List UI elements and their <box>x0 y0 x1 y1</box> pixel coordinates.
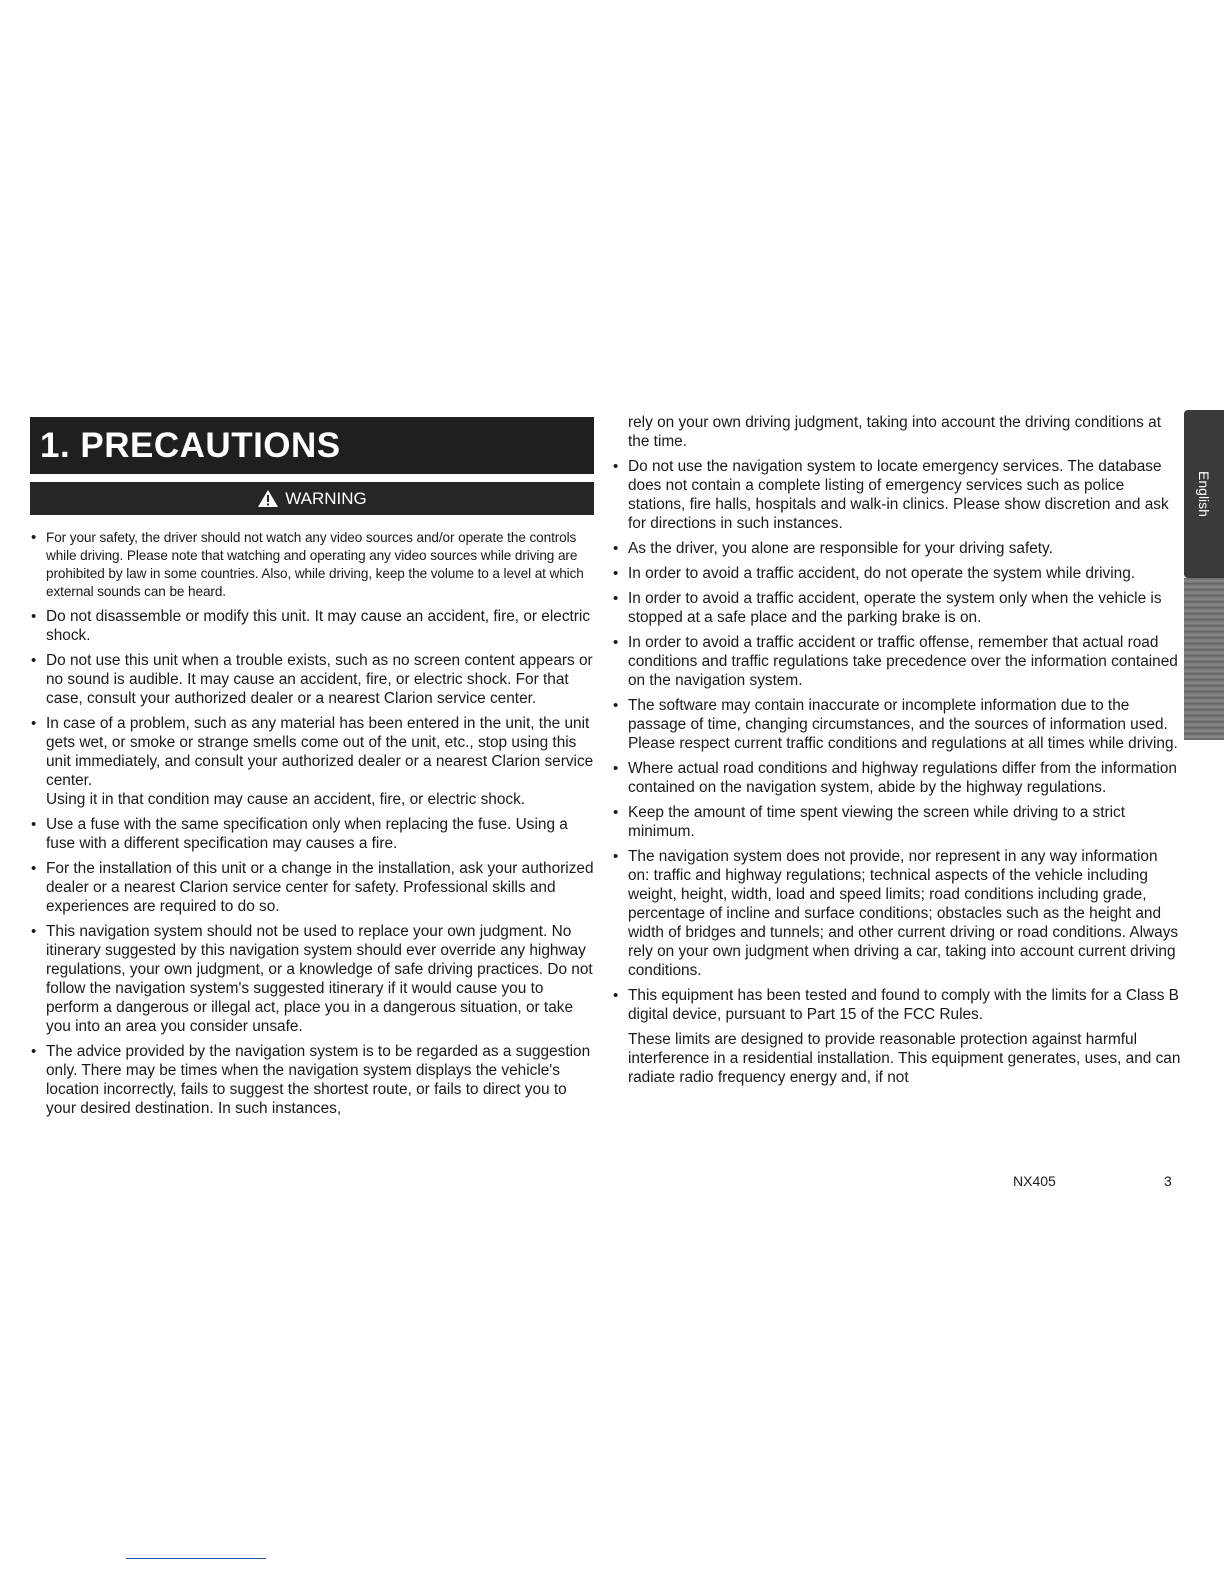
list-item: • In order to avoid a traffic accident, operate the system only when the vehicle is stopped at a safe place and the parking brake is on. <box>613 590 1162 626</box>
continuation-text: rely on your own driving judgment, taking into account the driving conditions at the time. <box>628 414 1161 450</box>
list-item: • Do not use the navigation system to locate emergency services. The database does not contain a complete listing of emergency services such as police stations, fire halls, hospitals and walk-in clinics. Please show discretion and ask for directions in such instances. <box>613 458 1169 532</box>
bullet-icon: • <box>31 923 37 940</box>
list-item: • The advice provided by the navigation system is to be regarded as a suggestion only. There may be times when the navigation system displays the vehicle's location incorrectly, fails to suggest the shortest route, or fails to direct you to your desired destination. In such instances, <box>31 1043 591 1117</box>
list-item: • Do not use this unit when a trouble exists, such as no screen content appears or no sound is audible. It may cause an accident, fire, or electric shock. For that case, consult your authorized dealer or a nearest Clarion service center. <box>31 652 593 707</box>
bullet-icon: • <box>31 715 37 732</box>
list-item: • For the installation of this unit or a change in the installation, ask your authorized dealer or a nearest Clarion service center for safety. Professional skills and experiences are required to do so. <box>31 860 594 915</box>
bullet-icon: • <box>613 540 619 557</box>
warning-label: WARNING <box>285 488 367 508</box>
list-item: • In case of a problem, such as any material has been entered in the unit, the unit gets wet, or smoke or strange smells come out of the unit, etc., stop using this unit immediately, and consult your authorized dealer or a nearest Clarion service center. Using it in that condition may cause an accident, fire, or electric shock. <box>31 715 594 808</box>
bottom-rule <box>126 1558 266 1559</box>
list-item: • As the driver, you alone are responsible for your driving safety. <box>613 540 1053 557</box>
bullet-icon: • <box>31 652 37 669</box>
bullet-icon: • <box>613 590 619 607</box>
bullet-icon: • <box>31 816 37 833</box>
footer-model: NX405 <box>1013 1173 1056 1189</box>
list-item: • Keep the amount of time spent viewing the screen while driving to a strict minimum. <box>613 804 1126 840</box>
language-label: English <box>1196 471 1212 517</box>
bullet-icon: • <box>613 760 619 777</box>
bullet-icon: • <box>31 608 37 625</box>
list-item: • This equipment has been tested and found to comply with the limits for a Class B digital device, pursuant to Part 15 of the FCC Rules. <box>613 987 1179 1023</box>
bullet-icon: • <box>613 565 619 582</box>
list-item: • The navigation system does not provide, nor represent in any way information on: traffic and highway regulations; technical aspects of the vehicle including weight, height, width, load and speed limits; road conditions including grade, percentage of incline and surface conditions; obstacles such as the height and width of bridges and tunnels; and other current driving or road conditions. Always rely on your own judgment when driving a car, taking into account current driving conditions. <box>613 848 1179 979</box>
list-item-extra: Using it in that condition may cause an accident, fire, or electric shock. <box>46 791 526 808</box>
list-item: • In order to avoid a traffic accident, do not operate the system while driving. <box>613 565 1136 582</box>
warning-icon <box>257 489 279 508</box>
page-number: 3 <box>1164 1173 1172 1189</box>
bullet-icon: • <box>31 860 37 877</box>
list-item: • In order to avoid a traffic accident or traffic offense, remember that actual road conditions and traffic regulations take precedence over the information contained on the navigation system. <box>613 634 1178 689</box>
section-title: 1. PRECAUTIONS <box>30 417 594 474</box>
list-item: • The software may contain inaccurate or incomplete information due to the passage of time, changing circumstances, and the sources of information used. Please respect current traffic conditions and regulations at all times while driving. <box>613 697 1178 752</box>
bullet-icon: • <box>613 634 619 651</box>
bullet-icon: • <box>613 458 619 475</box>
warning-banner <box>30 482 594 515</box>
right-column <box>612 413 1182 1087</box>
bullet-icon: • <box>613 697 619 714</box>
list-item: • Do not disassemble or modify this unit. It may cause an accident, fire, or electric shock. <box>31 608 591 644</box>
list-item: • For your safety, the driver should not watch any video sources and/or operate the controls while driving. Please note that watching and operating any video sources while driving are prohibited by law in some countries. Also, while driving, keep the volume to a level at which external sounds can be heard. <box>31 529 584 599</box>
left-column <box>30 529 596 1124</box>
bullet-icon: • <box>31 529 37 546</box>
bullet-icon: • <box>613 987 619 1004</box>
fcc-paragraph: These limits are designed to provide reasonable protection against harmful interference in a residential installation. This equipment generates, uses, and can radiate radio frequency energy and, if not <box>628 1031 1181 1086</box>
list-item: • Where actual road conditions and highway regulations differ from the information contained on the navigation system, abide by the highway regulations. <box>613 760 1177 796</box>
bullet-icon: • <box>613 848 619 865</box>
list-item: • This navigation system should not be used to replace your own judgment. No itinerary suggested by this navigation system should ever override any highway regulations, your own judgment, or a knowledge of safe driving practices. Do not follow the navigation system's suggested itinerary if it would cause you to perform a dangerous or illegal act, place you in a dangerous situation, or take you into an area you consider unsafe. <box>31 923 593 1035</box>
bullet-icon: • <box>31 1043 37 1060</box>
list-item: • Use a fuse with the same specification only when replacing the fuse. Using a fuse with a different specification may causes a fire. <box>31 816 568 852</box>
side-strip <box>1184 578 1224 740</box>
language-tab <box>1184 410 1224 578</box>
bullet-icon: • <box>613 804 619 821</box>
